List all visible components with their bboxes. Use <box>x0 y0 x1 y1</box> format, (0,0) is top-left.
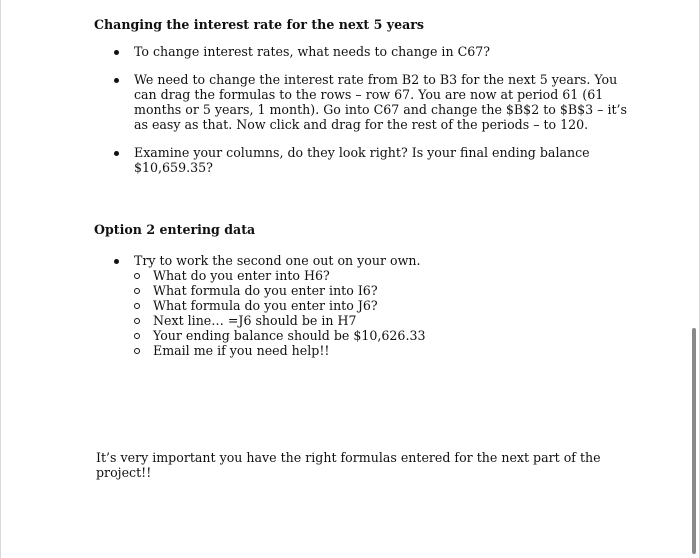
bullet-dot-icon <box>114 151 119 156</box>
hollow-bullet-icon <box>134 318 140 324</box>
sub-item-text: Your ending balance should be $10,626.33 <box>153 328 426 343</box>
sub-item-text: What do you enter into H6? <box>153 268 330 283</box>
bullet-text: To change interest rates, what needs to change in C67? <box>134 44 490 59</box>
section2-heading: Option 2 entering data <box>94 222 256 237</box>
document-content <box>94 14 634 480</box>
bullet-dot-icon <box>114 259 119 264</box>
sub-item-text: Email me if you need help!! <box>153 343 330 358</box>
sub-item-text: Next line… =J6 should be in H7 <box>153 313 357 328</box>
list-item <box>94 268 634 283</box>
list-item <box>94 313 634 328</box>
hollow-bullet-icon <box>134 288 140 294</box>
bullet-text: We need to change the interest rate from B2 to B3 for the next 5 years. You can drag the formulas to the rows – row 67. You are now at period 61 (61 months or 5 years, 1 month). Go into C67 and change the $B$2 to $B$3 – it’s as easy as that. Now click and drag for the rest of the periods – to 120. <box>134 72 628 132</box>
hollow-bullet-icon <box>134 273 140 279</box>
hollow-bullet-icon <box>134 348 140 354</box>
list-item <box>94 145 634 175</box>
list-item <box>94 298 634 313</box>
section2-bullet-list <box>94 253 634 358</box>
bullet-dot-icon <box>114 50 119 55</box>
section1-heading: Changing the interest rate for the next 5 years <box>94 17 424 32</box>
list-item <box>94 253 634 358</box>
hollow-bullet-icon <box>134 303 140 309</box>
list-item <box>94 283 634 298</box>
bullet-text: Try to work the second one out on your own. <box>134 253 421 268</box>
sub-item-text: What formula do you enter into I6? <box>153 283 378 298</box>
hollow-bullet-icon <box>134 333 140 339</box>
section2-sub-list <box>134 268 634 358</box>
list-item <box>94 328 634 343</box>
bullet-text: Examine your columns, do they look right? Is your final ending balance $10,659.35? <box>134 145 590 175</box>
vertical-scrollbar[interactable] <box>692 328 696 554</box>
closing-note: It’s very important you have the right formulas entered for the next part of the project!! <box>96 450 601 480</box>
list-item <box>94 44 634 59</box>
bullet-dot-icon <box>114 78 119 83</box>
list-item <box>94 343 634 358</box>
sub-item-text: What formula do you enter into J6? <box>153 298 378 313</box>
list-item <box>94 72 634 132</box>
section1-bullet-list <box>94 44 634 175</box>
